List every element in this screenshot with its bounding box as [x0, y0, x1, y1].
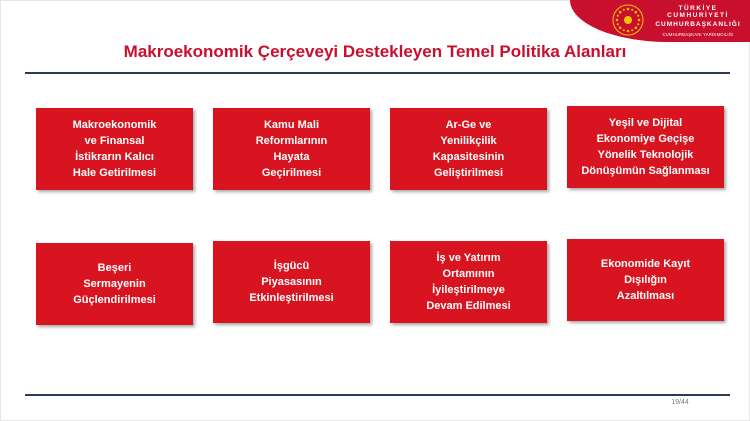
policy-card-public-finance: Kamu Mali Reformlarının Hayata Geçirilmesi: [213, 108, 370, 190]
brand-line-2: CUMHURBAŞKANLIĞI: [655, 21, 741, 28]
title-divider: [25, 72, 730, 74]
policy-card-macro-stability: Makroekonomik ve Finansal İstikrarın Kalıcı Hale Getirilmesi: [36, 108, 193, 190]
slide-title: Makroekonomik Çerçeveyi Destekleyen Temel Politika Alanları: [123, 42, 627, 61]
page-number: 19/44: [671, 399, 689, 406]
policy-card-rnd: Ar-Ge ve Yenilikçilik Kapasitesinin Geliştirilmesi: [390, 108, 547, 190]
policy-card-informality: Ekonomide Kayıt Dışılığın Azaltılması: [567, 239, 724, 321]
presidential-seal-icon: [612, 4, 644, 36]
policy-card-investment-climate: İş ve Yatırım Ortamının İyileştirilmeye Devam Edilmesi: [390, 241, 547, 323]
brand-line-1: TÜRKİYE CUMHURİYETİ: [667, 5, 729, 19]
brand-line-3: CUMHURBAŞKANI YARDIMCILIĞI: [662, 31, 734, 37]
footer-divider: [25, 394, 730, 396]
policy-card-labour-market: İşgücü Piyasasının Etkinleştirilmesi: [213, 241, 370, 323]
policy-card-green-digital: Yeşil ve Dijital Ekonomiye Geçişe Yönelik Teknolojik Dönüşümün Sağlanması: [567, 106, 724, 188]
policy-card-human-capital: Beşeri Sermayenin Güçlendirilmesi: [36, 243, 193, 325]
brand-text: [650, 6, 746, 37]
